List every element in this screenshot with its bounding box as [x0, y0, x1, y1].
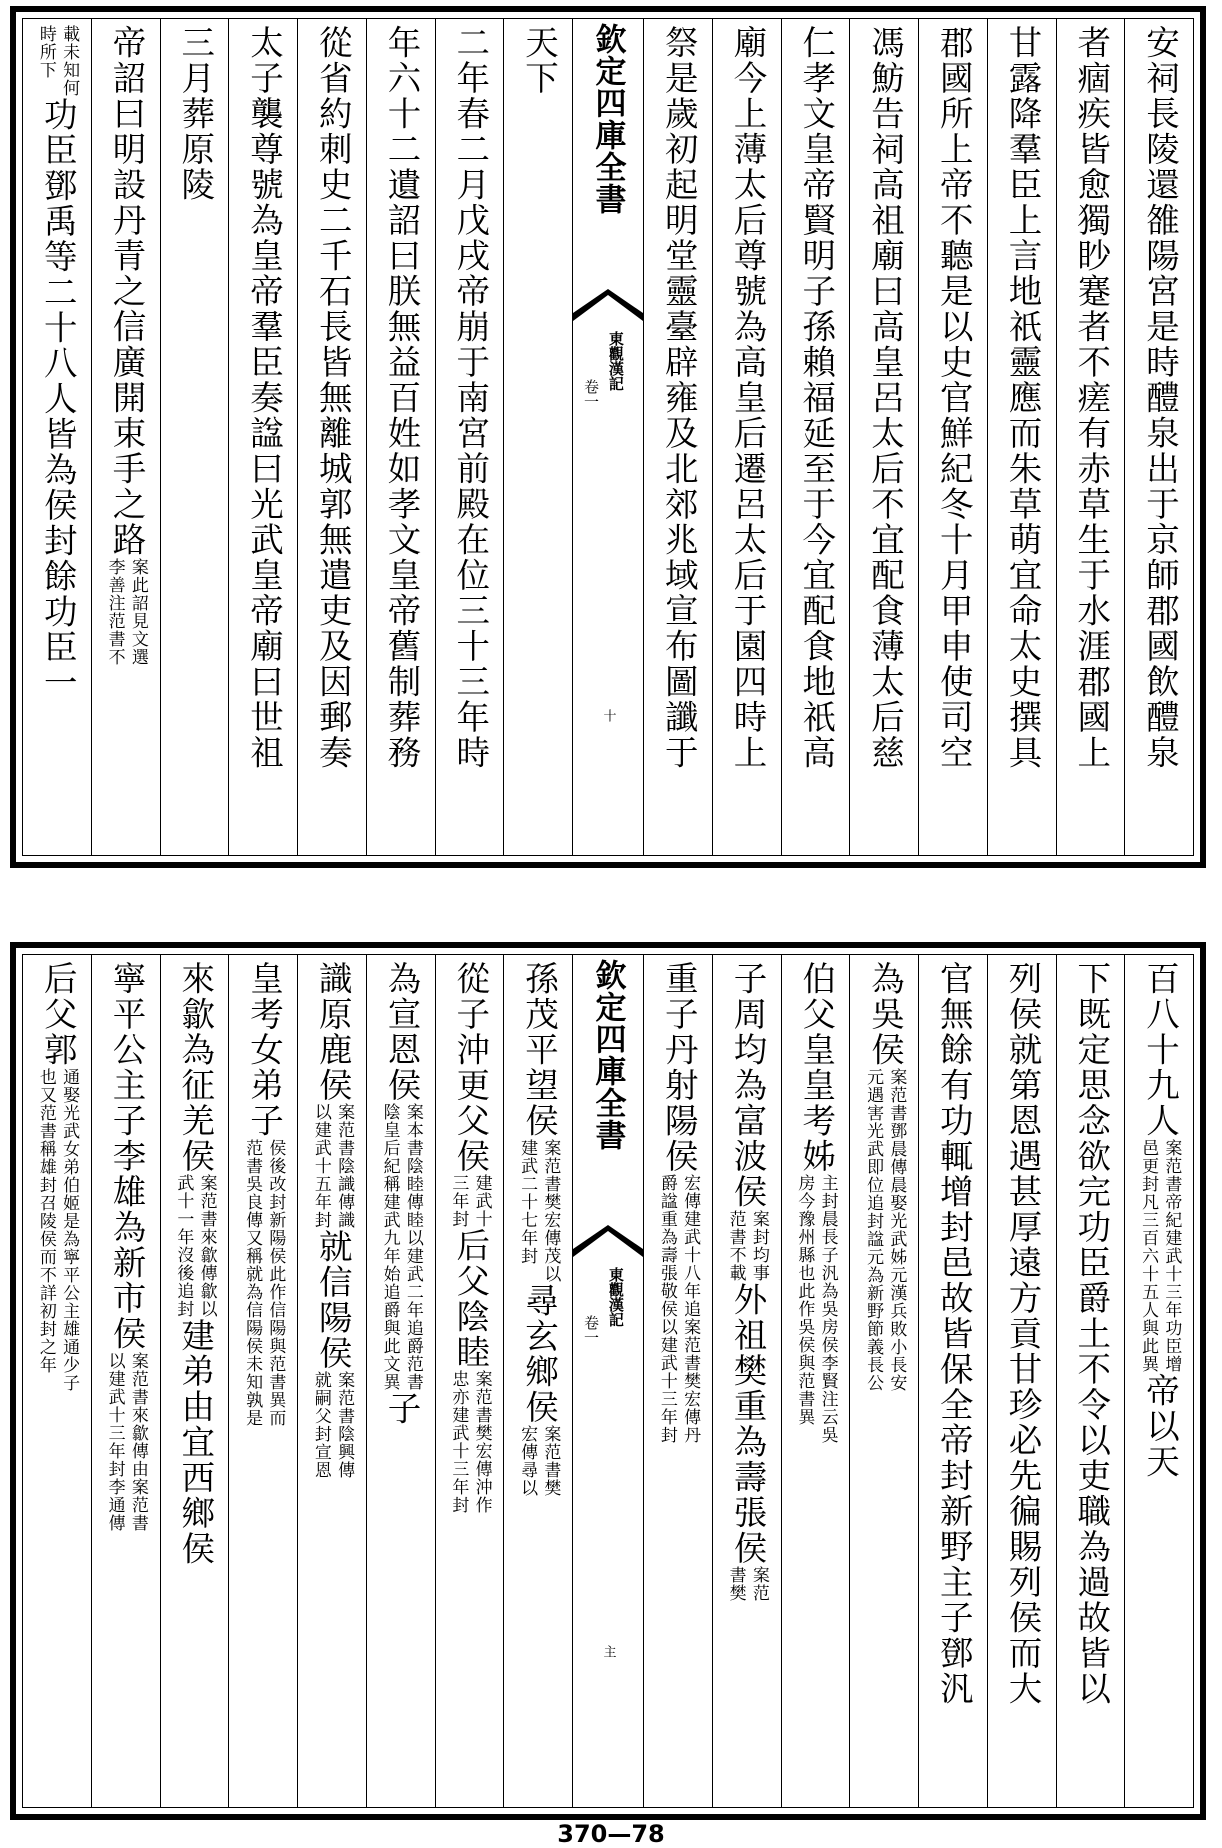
annotation-line: 案范書樊宏傳沖作: [471, 1370, 492, 1514]
annotation-line: 也又范書稱雄封召陵侯而不詳初封之年: [35, 1067, 56, 1374]
annotation-note: [241, 1139, 286, 1427]
text-column: [918, 955, 987, 1807]
center-fold-gutter: [572, 19, 643, 855]
main-text: 寧平公主子李雄為新市侯: [107, 961, 147, 1352]
annotation-line: 武十一年沒後追封: [173, 1174, 194, 1318]
text-column: [435, 955, 504, 1807]
main-text: 廟今上薄太后尊號為高皇后遷呂太后于園四時上: [728, 25, 768, 771]
main-text: 二年春二月戊戌帝崩于南宮前殿在位三十三年時: [450, 25, 490, 771]
annotation-note: [724, 1210, 769, 1282]
annotation-line: 以建武十三年封: [104, 1351, 125, 1478]
text-column: [160, 955, 229, 1807]
text-column: [366, 19, 435, 855]
text-column: [781, 955, 850, 1807]
main-text: 識原鹿侯: [313, 961, 353, 1103]
text-column: [23, 19, 91, 855]
main-text: 者痼疾皆愈獨眇蹇者不瘥有赤草生于水涯郡國上: [1071, 25, 1111, 771]
main-text: 甘露降羣臣上言地祇靈應而朱草萌宜命太史撰具: [1003, 25, 1043, 771]
main-text: 太子襲尊號為皇帝羣臣奏諡曰光武皇帝廟曰世祖: [244, 25, 284, 771]
text-column: [91, 19, 160, 855]
annotation-note: [724, 1566, 769, 1602]
text-column: [435, 19, 504, 855]
annotation-line: 侯後改封新陽侯此作信陽與范書異而: [265, 1138, 286, 1427]
text-column: [228, 955, 297, 1807]
annotation-note: [35, 1068, 80, 1392]
annotation-line: 案范書陰識傳識: [334, 1103, 355, 1229]
annotation-line: 建武二十七年封: [517, 1138, 538, 1265]
text-column: [1056, 955, 1125, 1807]
main-text: 后父陰睦: [450, 1228, 490, 1370]
main-text: 為吳侯: [865, 961, 905, 1068]
page-number: 370—78: [557, 1820, 665, 1848]
annotation-line: 案范書樊宏傳丹: [680, 1318, 701, 1444]
annotation-line: 李通傳: [104, 1477, 125, 1532]
text-column: [918, 19, 987, 855]
annotation-line: 通娶光武女弟伯姬是為寧平公主雄通少子: [59, 1067, 80, 1392]
annotation-line: 案范書樊: [540, 1424, 561, 1497]
annotation-line: 邑更封凡三百六十五人與此異: [1138, 1138, 1159, 1373]
main-text: 祭是歲初起明堂靈臺辟雍及北郊兆域宣布圖讖于: [659, 25, 699, 771]
annotation-line: 時所下: [35, 25, 56, 79]
annotation-note: [310, 1371, 355, 1479]
annotation-line: 載未知何: [59, 25, 80, 97]
annotation-line: 主封晨長子汎為吳房侯李賢注云吳: [817, 1174, 838, 1444]
text-column: [503, 19, 572, 855]
annotation-line: 案范書來歙傳歙以: [196, 1174, 217, 1318]
annotation-note: [172, 1174, 217, 1318]
main-text: 來歙為征羌侯: [175, 961, 215, 1174]
annotation-note: [103, 1478, 148, 1532]
main-text: 年六十二遺詔曰朕無益百姓如孝文皇帝舊制葬務: [382, 25, 422, 771]
annotation-line: 建武十: [471, 1174, 492, 1228]
annotation-line: 元遇害光武即位追封諡元為新野節義長公: [863, 1067, 884, 1392]
top-page-columns: [22, 18, 1194, 856]
book-title: 東觀漢記: [606, 331, 625, 391]
volume-label: 卷一: [582, 1315, 600, 1345]
main-text: 孫茂平望侯: [519, 961, 559, 1139]
annotation-line: 房今豫州縣也此作吳侯與范書異: [794, 1174, 815, 1426]
annotation-note: [35, 25, 80, 97]
annotation-note: [378, 1103, 423, 1391]
annotation-line: 陰皇后紀稱建武九年始追爵與此文異: [379, 1103, 400, 1391]
annotation-line: 宏傳建武十八年追: [680, 1174, 701, 1318]
annotation-line: 李善注范書不: [104, 557, 125, 666]
main-text: 從省約刺史二千石長皆無離城郭無遣吏及因郵奏: [313, 25, 353, 771]
folio-number: 主: [600, 1645, 616, 1658]
text-column: [849, 955, 918, 1807]
text-column: [712, 955, 781, 1807]
annotation-line: 忠亦建武十三年封: [448, 1370, 469, 1514]
annotation-note: [447, 1370, 492, 1514]
main-text: 三月葬原陵: [175, 25, 215, 203]
text-column: [849, 19, 918, 855]
volume-label: 卷一: [582, 379, 600, 409]
main-text: 安祠長陵還雒陽宮是時醴泉出于京師郡國飲醴泉: [1140, 25, 1180, 771]
annotation-line: 三年封: [448, 1174, 469, 1228]
annotation-line: 爵諡重為壽張敬侯: [656, 1174, 677, 1318]
annotation-line: 以建武十三年封: [656, 1318, 677, 1444]
annotation-note: [310, 1103, 355, 1229]
main-text: 百八十九人: [1140, 961, 1180, 1139]
annotation-note: [447, 1174, 492, 1228]
main-text: 就信陽侯: [313, 1229, 353, 1371]
text-column: [297, 955, 366, 1807]
text-column: [1056, 19, 1125, 855]
text-column: [781, 19, 850, 855]
annotation-line: 范書不載: [725, 1209, 746, 1282]
annotation-note: [516, 1425, 561, 1497]
annotation-line: 案范書樊宏傳茂以: [540, 1138, 561, 1283]
annotation-note: [1137, 1139, 1182, 1373]
annotation-line: 書樊: [725, 1565, 746, 1602]
fish-tail-mark-icon: [573, 1225, 643, 1257]
text-column: [643, 19, 712, 855]
annotation-note: [793, 1174, 838, 1444]
main-text: 子: [382, 1391, 422, 1427]
folio-number: 十: [600, 709, 616, 722]
bottom-page: [10, 942, 1206, 1820]
text-column: [643, 955, 712, 1807]
annotation-line: 案范書來歙傳由: [127, 1351, 148, 1478]
annotation-line: 案封均事: [748, 1209, 769, 1282]
collection-title: 欽定四庫全書: [589, 23, 626, 215]
annotation-line: 案本書陰睦傳睦以建武二年追爵范書: [402, 1103, 423, 1391]
text-column: [160, 19, 229, 855]
main-text: 重子丹射陽侯: [659, 961, 699, 1174]
main-text: 功臣鄧禹等二十八人皆為侯封餘功臣一: [38, 97, 78, 701]
main-text: 天下: [519, 25, 559, 96]
annotation-line: 案范: [748, 1565, 769, 1602]
annotation-note: [516, 1139, 561, 1283]
text-column: [297, 19, 366, 855]
main-text: 郡國所上帝不聽是以史官鮮紀冬十月甲申使司空: [934, 25, 974, 771]
main-text: 列侯就第恩遇甚厚遠方貢甘珍必先徧賜列侯而大: [1003, 961, 1043, 1707]
annotation-note: [103, 1352, 148, 1478]
main-text: 尋玄鄉侯: [519, 1282, 559, 1425]
annotation-line: 以建武十五年封: [310, 1103, 331, 1229]
annotation-line: 就嗣父封宣恩: [310, 1371, 331, 1479]
annotation-line: 案范書陰興傳: [334, 1371, 355, 1479]
text-column: [23, 955, 91, 1807]
main-text: 外祖樊重為壽張侯: [728, 1281, 768, 1566]
annotation-line: 案范書鄧晨傳晨娶光武姊元漢兵敗小長安: [886, 1067, 907, 1392]
fish-tail-mark-icon: [573, 289, 643, 321]
main-text: 帝以天: [1140, 1372, 1180, 1479]
annotation-line: 案范書: [127, 1477, 148, 1532]
annotation-line: 范書吳良傳又稱就為信陽侯未知孰是: [242, 1138, 263, 1427]
book-title: 東觀漢記: [606, 1267, 625, 1327]
main-text: 為宣恩侯: [382, 961, 422, 1103]
main-text: 從子沖更父侯: [450, 961, 490, 1174]
text-column: [1124, 955, 1193, 1807]
annotation-note: [656, 1174, 701, 1318]
main-text: 皇考女弟子: [244, 961, 284, 1139]
bottom-page-columns: [22, 954, 1194, 1808]
text-column: [503, 955, 572, 1807]
text-column: [712, 19, 781, 855]
main-text: 建弟由宜西鄉侯: [175, 1318, 215, 1567]
center-fold-gutter: [572, 955, 643, 1807]
main-text: 伯父皇皇考姊: [796, 961, 836, 1174]
annotation-note: [862, 1068, 907, 1392]
annotation-line: 案范書帝紀建武十三年功臣增: [1161, 1138, 1182, 1373]
text-column: [987, 19, 1056, 855]
main-text: 馮魴告祠高祖廟曰高皇呂太后不宜配食薄太后慈: [865, 25, 905, 771]
annotation-line: 案此詔見文選: [127, 557, 148, 666]
main-text: 下既定思念欲完功臣爵土不令以吏職為過故皆以: [1071, 961, 1111, 1707]
text-column: [987, 955, 1056, 1807]
main-text: 仁孝文皇帝賢明子孫賴福延至于今宜配食地祇高: [796, 25, 836, 771]
annotation-note: [656, 1318, 701, 1444]
text-column: [228, 19, 297, 855]
main-text: 官無餘有功輒增封邑故皆保全帝封新野主子鄧汎: [934, 961, 974, 1707]
main-text: 帝詔曰明設丹青之信廣開束手之路: [107, 25, 147, 558]
text-column: [366, 955, 435, 1807]
text-column: [91, 955, 160, 1807]
top-page: [10, 6, 1206, 868]
collection-title: 欽定四庫全書: [589, 959, 626, 1151]
main-text: 后父郭: [38, 961, 78, 1068]
annotation-note: [103, 558, 148, 666]
text-column: [1124, 19, 1193, 855]
annotation-line: 宏傳尋以: [517, 1424, 538, 1497]
main-text: 子周均為富波侯: [728, 961, 768, 1210]
